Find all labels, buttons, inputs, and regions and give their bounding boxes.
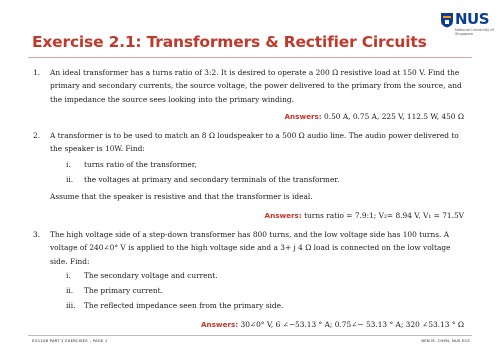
list-item xyxy=(66,299,466,312)
answer-value: 0.50 A, 0.75 A, 225 V, 112.5 W, 450 Ω xyxy=(324,112,464,121)
item-text: The secondary voltage and current. xyxy=(84,271,218,280)
page-title: Exercise 2.1: Transformers & Rectifier Circuits xyxy=(32,33,427,51)
question-3 xyxy=(33,228,463,268)
logo-subtitle: National University of Singapore xyxy=(455,28,494,36)
answer-1 xyxy=(284,110,464,123)
item-text: The reflected impedance seen from the primary side. xyxy=(84,301,284,310)
list-item xyxy=(66,284,466,297)
title-divider xyxy=(28,57,472,58)
question-1 xyxy=(33,66,463,106)
item-numeral: ii. xyxy=(66,175,74,184)
answer-label: Answers: xyxy=(284,112,322,121)
item-text: The primary current. xyxy=(84,286,163,295)
question-text: An ideal transformer has a turns ratio of 3:2. It is desired to operate a 200 Ω resistive load at 150 V. Find the primary and secondary currents, the source voltage, the power delivered to the primary from the source, and the impedance the source sees looking into the primary winding. xyxy=(50,68,462,104)
logo-wordmark: NUS xyxy=(455,10,490,28)
answer-2 xyxy=(265,209,464,222)
answer-3 xyxy=(201,318,464,331)
nus-crest-icon xyxy=(440,12,454,28)
answer-value: 30∠0° V, 6 ∠−53.13 ° A; 0.75∠− 53.13 ° A; 320 ∠53.13 ° Ω xyxy=(240,320,464,329)
item-text: the voltages at primary and secondary terminals of the transformer. xyxy=(84,175,340,184)
question-note: Assume that the speaker is resistive and that the transformer is ideal. xyxy=(50,192,313,201)
item-numeral: ii. xyxy=(66,286,74,295)
question-number: 2. xyxy=(33,131,41,140)
nus-logo xyxy=(440,10,496,44)
footer-divider xyxy=(28,335,472,336)
item-numeral: i. xyxy=(66,160,71,169)
list-item xyxy=(66,173,466,186)
item-numeral: i. xyxy=(66,271,71,280)
question-text: A transformer is to be used to match an 8 Ω loudspeaker to a 500 Ω audio line. The audio power delivered to the speaker is 10W. Find: xyxy=(50,131,459,154)
item-text: turns ratio of the transformer, xyxy=(84,160,197,169)
question-text: The high voltage side of a step-down transformer has 800 turns, and the low voltage side has 100 turns. A voltage of 240∠0° V is applied to the high voltage side and a 3+ j 4 Ω load is connected on the low voltage side. Find: xyxy=(50,230,451,266)
question-number: 3. xyxy=(33,230,41,239)
footer-author: BEN M. CHEN, NUS ECE xyxy=(421,338,470,343)
answer-label: Answers: xyxy=(264,211,302,220)
list-item xyxy=(66,158,466,171)
footer-course: EG1108 PART 2 EXERCISES – PAGE 1 xyxy=(32,338,108,343)
question-number: 1. xyxy=(33,68,41,77)
question-2 xyxy=(33,129,463,156)
item-numeral: iii. xyxy=(66,301,76,310)
list-item xyxy=(66,269,466,282)
answer-label: Answers: xyxy=(200,320,239,329)
answer-value: turns ratio = 7.9:1; V₂= 8.94 V, V₁ = 71.5V xyxy=(304,211,464,220)
